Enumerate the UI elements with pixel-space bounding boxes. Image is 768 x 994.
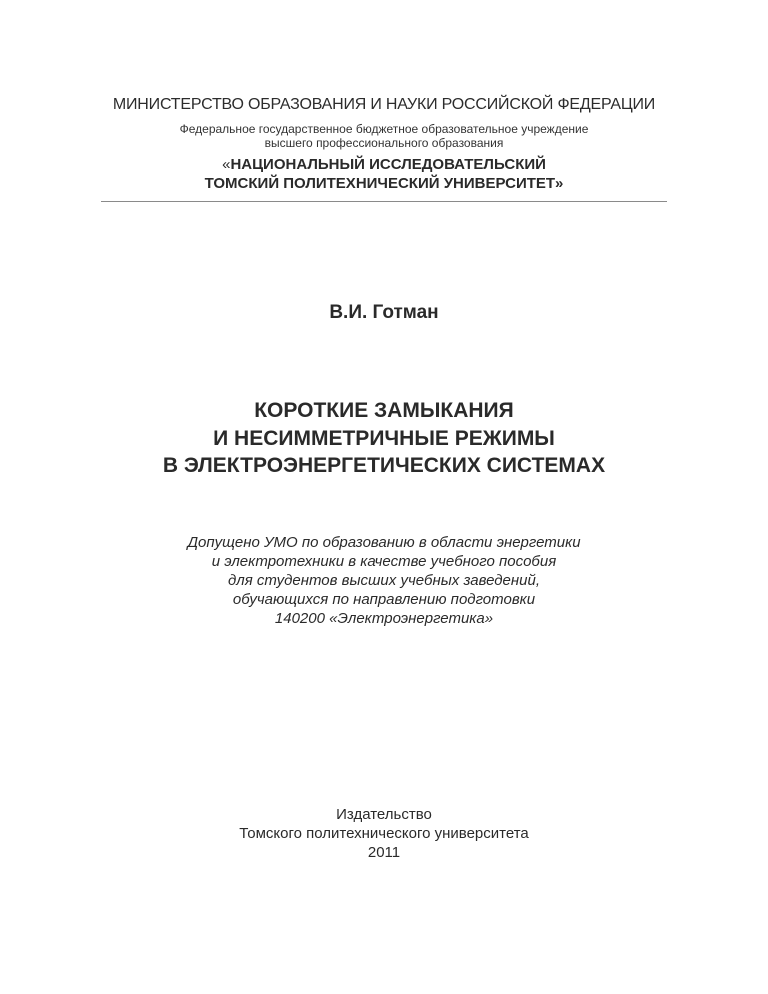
university-name-line-1 <box>0 155 768 174</box>
publisher-name: Томского политехнического университета <box>239 825 529 842</box>
ministry-name: МИНИСТЕРСТВО ОБРАЗОВАНИЯ И НАУКИ РОССИЙСКОЙ ФЕДЕРАЦИИ <box>112 96 656 113</box>
opening-quote: « <box>222 156 231 173</box>
book-title-line-3: В ЭЛЕКТРОЭНЕРГЕТИЧЕСКИХ СИСТЕМАХ <box>162 454 606 477</box>
publisher-label: Издательство <box>336 806 432 823</box>
institution-type-line-2: высшего профессионального образования <box>264 136 504 150</box>
approval-line-5: 140200 «Электроэнергетика» <box>274 610 494 627</box>
university-name-line-2: ТОМСКИЙ ПОЛИТЕХНИЧЕСКИЙ УНИВЕРСИТЕТ» <box>204 175 564 192</box>
book-title-line-2: И НЕСИММЕТРИЧНЫЕ РЕЖИМЫ <box>213 427 555 450</box>
institution-type-line-1: Федеральное государственное бюджетное образовательное учреждение <box>179 122 589 136</box>
book-title-line-1: КОРОТКИЕ ЗАМЫКАНИЯ <box>254 399 514 422</box>
publication-year: 2011 <box>367 844 401 861</box>
approval-line-3: для студентов высших учебных заведений, <box>227 572 541 589</box>
university-name-line-1-text: НАЦИОНАЛЬНЫЙ ИССЛЕДОВАТЕЛЬСКИЙ <box>230 156 546 173</box>
header-divider <box>101 201 667 202</box>
approval-line-4: обучающихся по направлению подготовки <box>232 591 536 608</box>
author-name: В.И. Готман <box>329 302 439 323</box>
approval-line-1: Допущено УМО по образованию в области энергетики <box>187 534 581 551</box>
approval-line-2: и электротехники в качестве учебного пособия <box>211 553 557 570</box>
